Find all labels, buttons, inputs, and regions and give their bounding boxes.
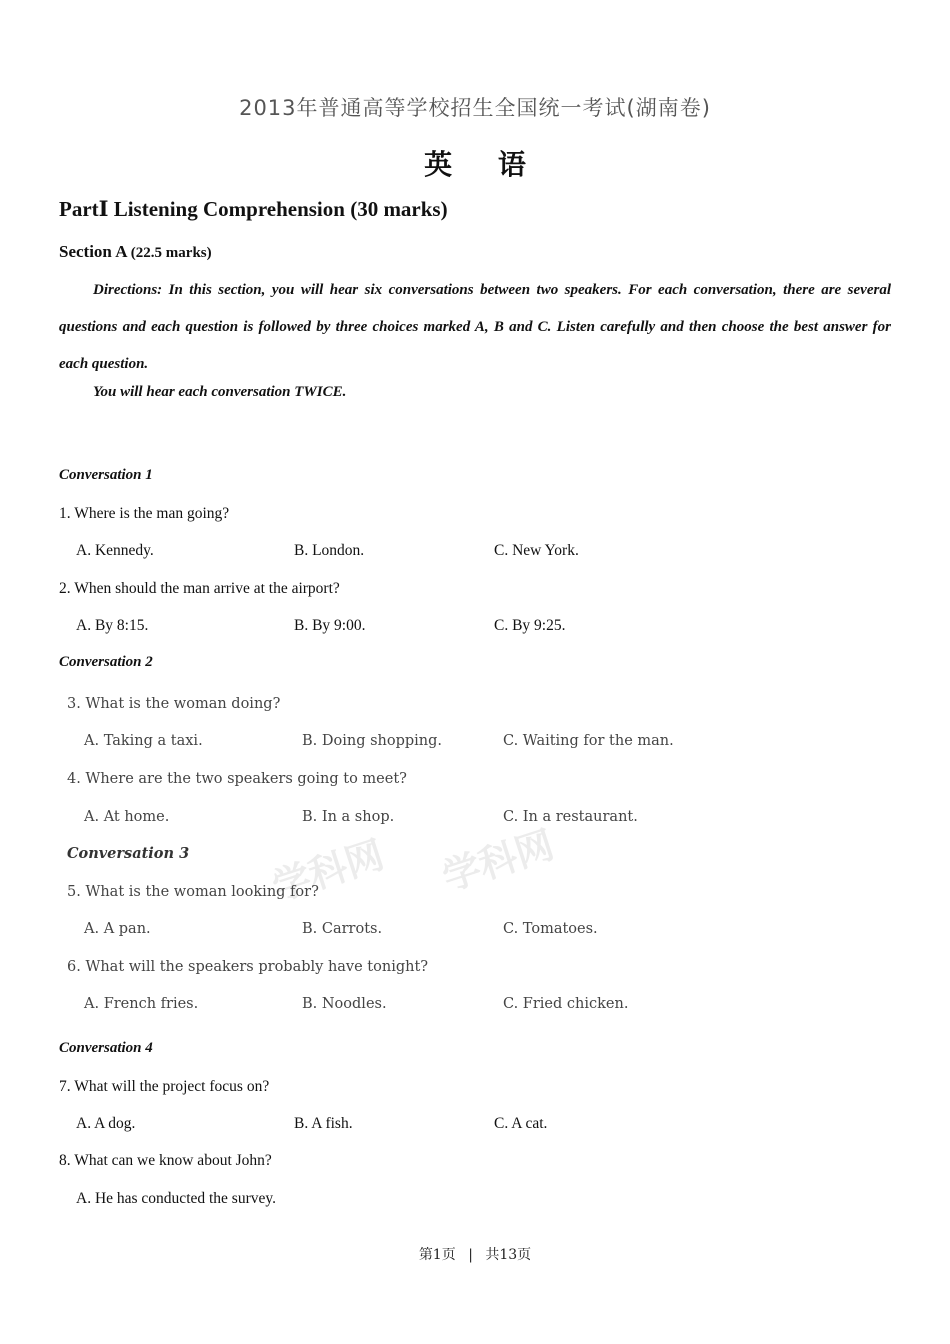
section-heading	[59, 242, 212, 262]
subject-title	[0, 143, 950, 183]
option-b: B. Carrots.	[302, 921, 383, 937]
option-b: B. Doing shopping.	[302, 733, 443, 749]
option-a: A. Taking a taxi.	[84, 733, 203, 749]
option-c: C. In a restaurant.	[503, 809, 638, 825]
option-c: C. A cat.	[494, 1115, 548, 1132]
page-total: 共13页	[485, 1247, 532, 1263]
question-text: 6. What will the speakers probably have tonight?	[67, 959, 429, 975]
conversation-heading: Conversation 2	[59, 654, 153, 670]
option-b: B. London.	[294, 542, 365, 559]
option-a: A. By 8:15.	[76, 617, 149, 634]
footer-separator: |	[468, 1247, 473, 1263]
option-c: C. Tomatoes.	[503, 921, 598, 937]
option-b: B. By 9:00.	[294, 617, 366, 634]
watermark: 学科网	[437, 822, 560, 900]
option-c: C. By 9:25.	[494, 617, 566, 634]
conversation-heading: Conversation 3	[67, 845, 190, 862]
question-text: 8. What can we know about John?	[59, 1152, 272, 1169]
question-text: 7. What will the project focus on?	[59, 1078, 270, 1095]
option-a: A. He has conducted the survey.	[76, 1190, 277, 1207]
question-text: 3. What is the woman doing?	[67, 696, 281, 712]
option-c: C. New York.	[494, 542, 579, 559]
directions: Directions: In this section, you will hear six conversations between two speakers. For each conversation, there are several questions and each question is followed by three choices marked A, B and C. Listen carefully and then choose the best answer for each question.	[59, 282, 891, 372]
exam-title: 2013年普通高等学校招生全国统一考试(湖南卷)	[239, 96, 711, 120]
option-c: C. Fried chicken.	[503, 996, 629, 1012]
twice-note: You will hear each conversation TWICE.	[93, 384, 347, 400]
page-footer	[0, 1244, 950, 1264]
question-text: 1. Where is the man going?	[59, 505, 230, 522]
option-a: A. A dog.	[76, 1115, 136, 1132]
question-text: 2. When should the man arrive at the airport?	[59, 580, 340, 597]
section-label: Section A	[59, 242, 127, 261]
page-number: 第1页	[418, 1247, 456, 1263]
option-a: A. At home.	[84, 809, 170, 825]
watermark: 学科网	[267, 832, 390, 910]
conversation-heading: Conversation 4	[59, 1040, 153, 1056]
option-a: A. A pan.	[84, 921, 151, 937]
section-marks: (22.5 marks)	[130, 245, 212, 261]
option-a: A. Kennedy.	[76, 542, 154, 559]
option-b: B. Noodles.	[302, 996, 387, 1012]
question-text: 4. Where are the two speakers going to meet?	[67, 771, 407, 787]
part-heading: PartⅠ Listening Comprehension (30 marks)	[59, 197, 448, 221]
option-c: C. Waiting for the man.	[503, 733, 674, 749]
option-b: B. In a shop.	[302, 809, 395, 825]
option-a: A. French fries.	[84, 996, 199, 1012]
conversation-heading: Conversation 1	[59, 467, 153, 483]
option-b: B. A fish.	[294, 1115, 353, 1132]
subject-char-2: 语	[497, 148, 526, 181]
subject-char-1: 英	[424, 148, 453, 181]
question-text: 5. What is the woman looking for?	[67, 884, 319, 900]
